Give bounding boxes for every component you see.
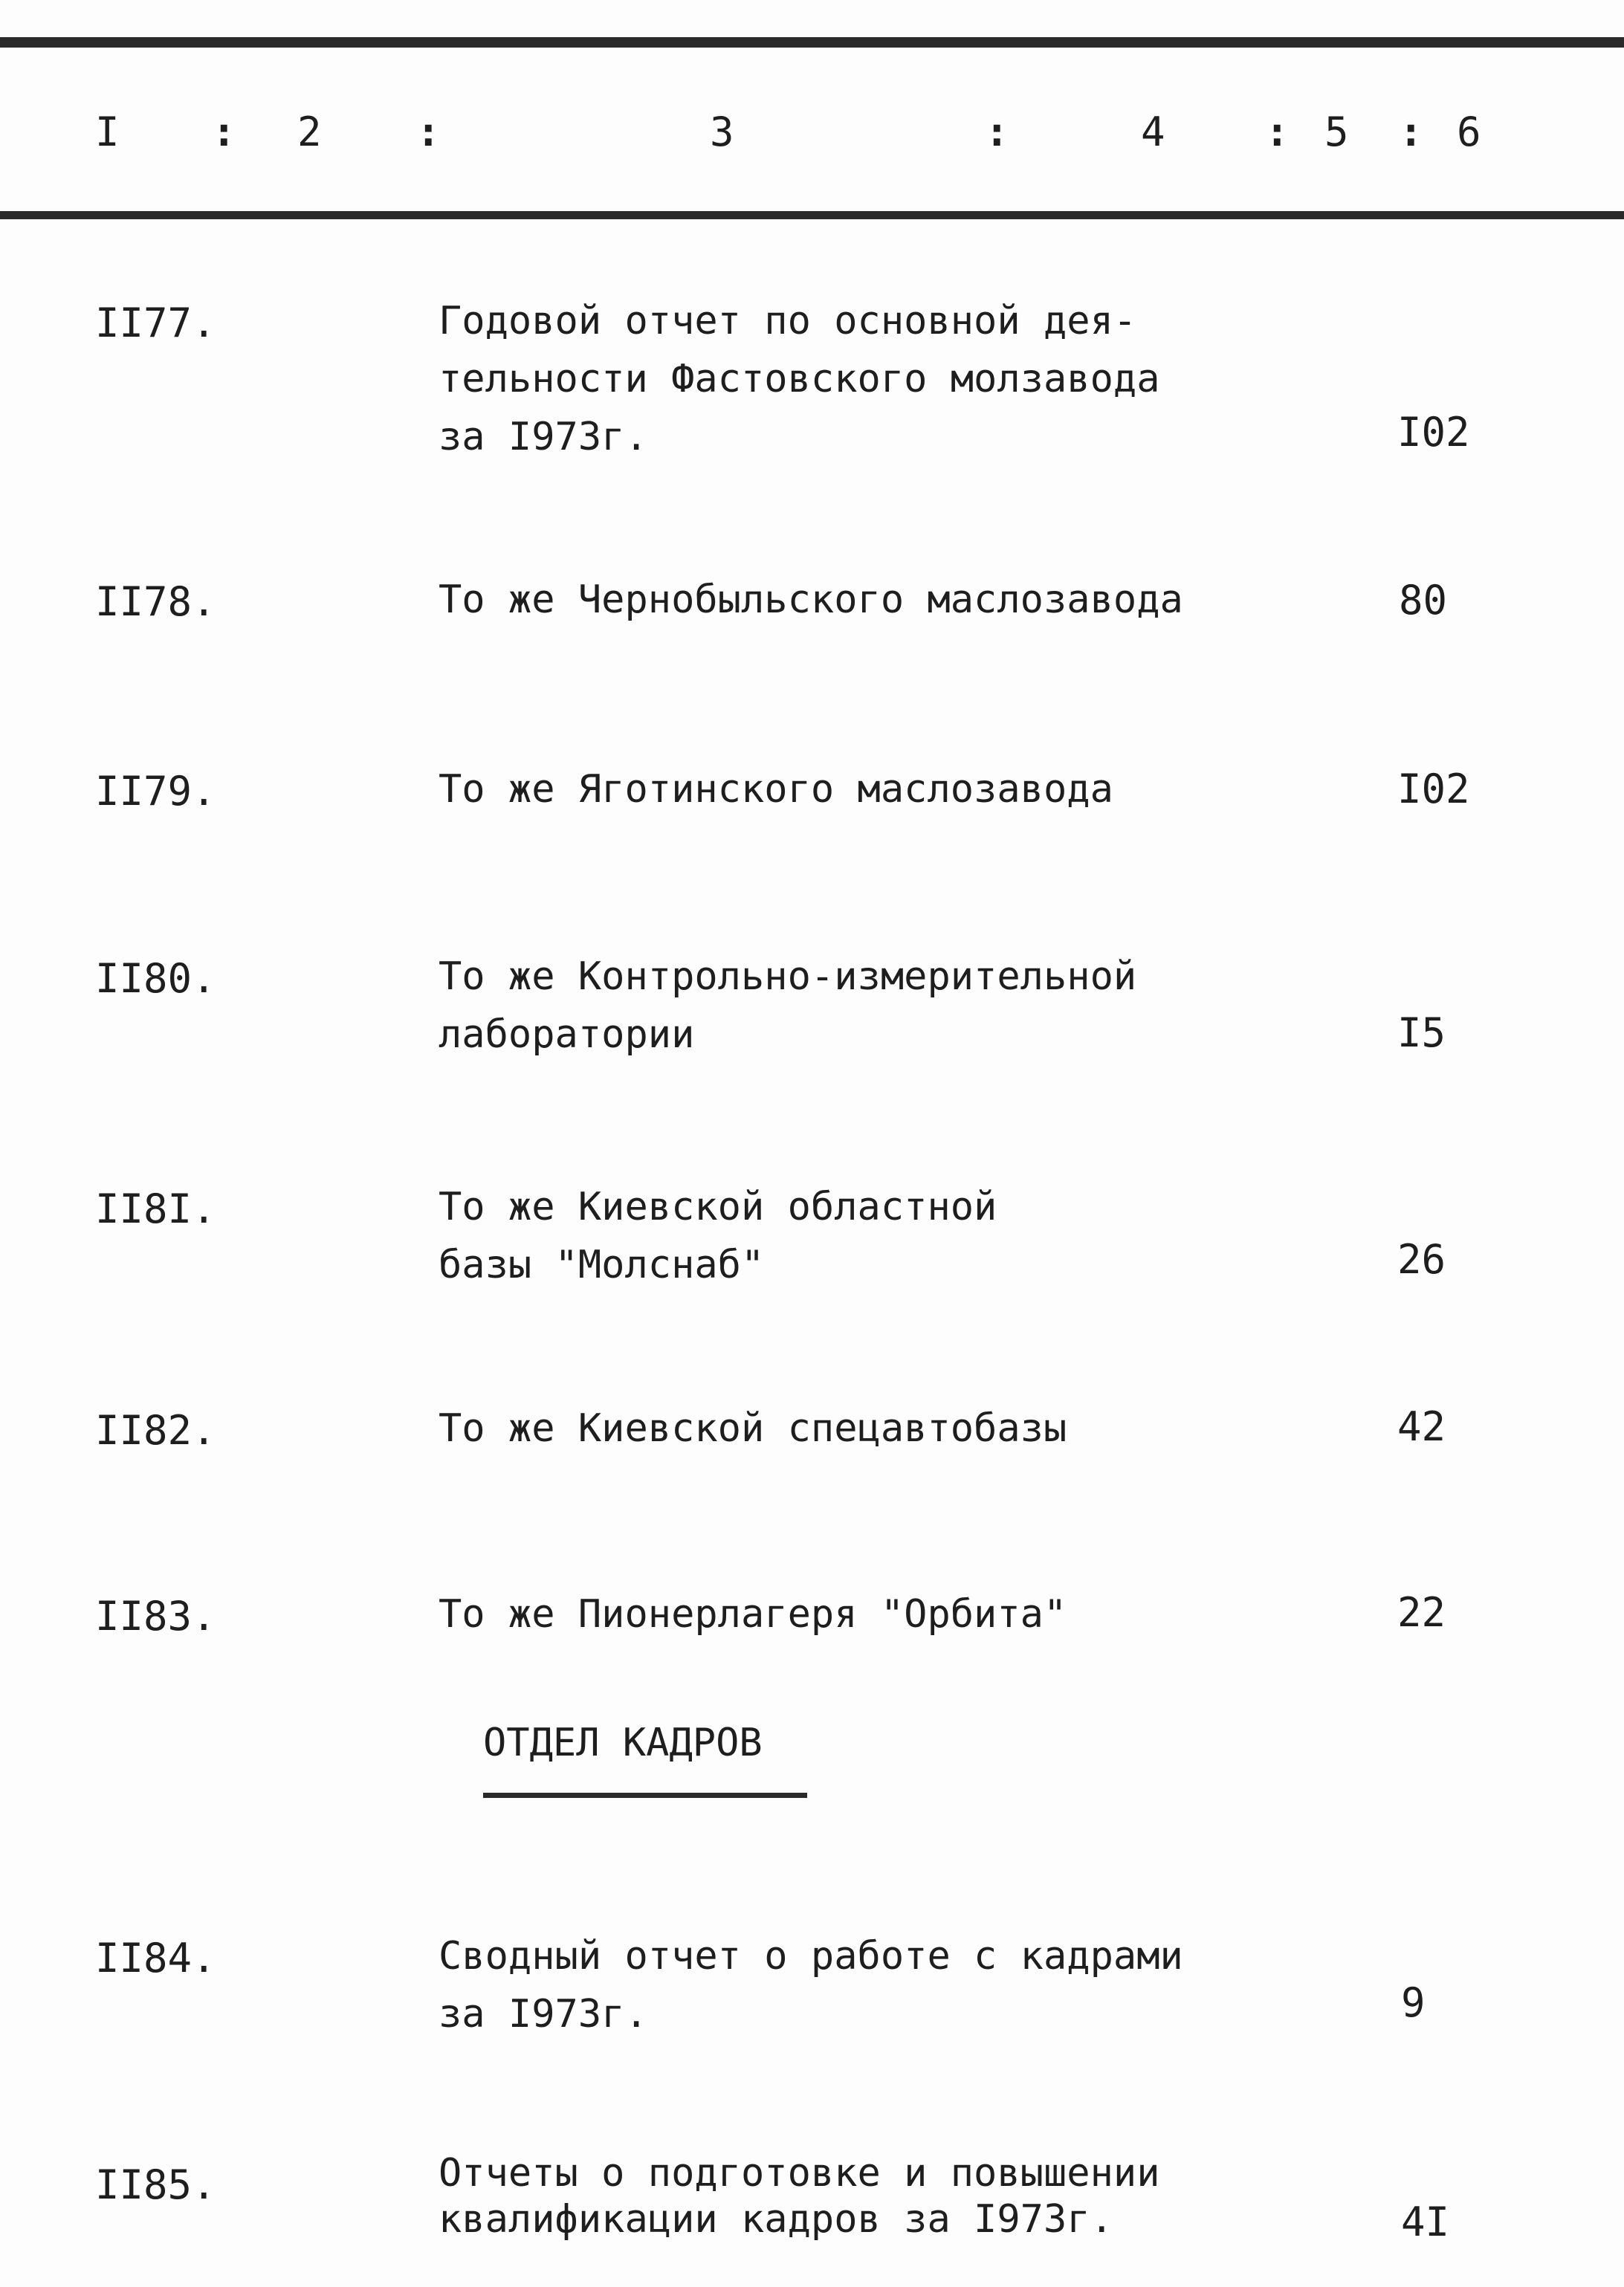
entry-number: II84. — [95, 1935, 216, 1982]
section-underline — [483, 1793, 807, 1798]
column-header-4: 4 — [1141, 109, 1165, 155]
entry-title-line: лаборатории — [439, 1012, 695, 1057]
entry-title — [439, 948, 1197, 1064]
entry-title — [439, 571, 1197, 629]
column-separator: : — [1399, 109, 1423, 155]
entry-sheet-count: I5 — [1397, 1009, 1446, 1056]
entry-title — [439, 1400, 1197, 1458]
entry-title-line: Сводный отчет о работе с кадрами — [439, 1934, 1183, 1979]
entry-number: II85. — [95, 2161, 216, 2208]
entry-sheet-count: 80 — [1399, 577, 1448, 624]
entry-number: II79. — [95, 768, 216, 815]
entry-title — [439, 760, 1197, 818]
entry-sheet-count: 42 — [1397, 1403, 1446, 1450]
entry-title-line: То же Киевской спецавтобазы — [439, 1406, 1067, 1451]
entry-title-line: То же Пионерлагеря "Орбита" — [439, 1592, 1067, 1637]
header-rule — [0, 211, 1624, 219]
entry-title — [439, 2150, 1197, 2242]
entry-title-line: Годовой отчет по основной дея- — [439, 299, 1137, 343]
entry-title-line: тельности Фастовского молзавода — [439, 357, 1160, 401]
entry-title — [439, 1178, 1197, 1294]
entry-sheet-count: 9 — [1401, 1979, 1426, 2026]
entry-number: II82. — [95, 1407, 216, 1454]
column-separator: : — [1265, 109, 1290, 155]
entry-sheet-count: 4I — [1401, 2199, 1450, 2245]
entry-title — [439, 1585, 1197, 1643]
column-separator: : — [416, 109, 441, 155]
entry-title — [439, 1927, 1197, 2043]
entry-number: II77. — [95, 300, 216, 346]
entry-sheet-count: 22 — [1397, 1589, 1446, 1636]
column-separator: : — [985, 109, 1009, 155]
column-header-1: I — [95, 109, 120, 155]
entry-number: II8I. — [95, 1185, 216, 1232]
entry-title-line: за I973г. — [439, 1992, 648, 2037]
column-separator: : — [212, 109, 236, 155]
column-header-6: 6 — [1457, 109, 1481, 155]
column-header-3: 3 — [710, 109, 734, 155]
entry-sheet-count: 26 — [1397, 1236, 1446, 1283]
entry-sheet-count: I02 — [1397, 766, 1470, 812]
column-header-5: 5 — [1324, 109, 1349, 155]
top-rule — [0, 37, 1624, 48]
entry-number: II78. — [95, 578, 216, 625]
entry-sheet-count: I02 — [1397, 409, 1470, 456]
entry-title-line: То же Киевской областной — [439, 1185, 997, 1229]
entry-title-line: квалификации кадров за I973г. — [439, 2197, 1113, 2242]
entry-title-line: базы "Молснаб" — [439, 1243, 765, 1287]
entry-title-line: То же Чернобыльского маслозавода — [439, 578, 1183, 622]
entry-title-line: Отчеты о подготовке и повышении — [439, 2151, 1160, 2196]
entry-title-line: То же Яготинского маслозавода — [439, 767, 1113, 812]
entry-title-line: То же Контрольно-измерительной — [439, 954, 1137, 999]
column-header-2: 2 — [297, 109, 322, 155]
section-heading: ОТДЕЛ КАДРОВ — [483, 1721, 763, 1765]
entry-number: II83. — [95, 1593, 216, 1640]
entry-title-line: за I973г. — [439, 415, 648, 459]
entry-title — [439, 292, 1197, 466]
entry-number: II80. — [95, 955, 216, 1002]
